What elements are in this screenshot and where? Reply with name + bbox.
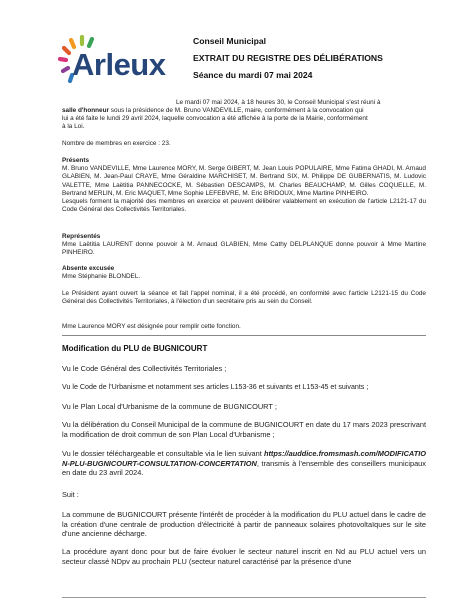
dossier-link[interactable]: https://auddice.fromsmash.com/MODIFICATION-PLU-BUGNICOURT-CONSULTATION-CONCERTATION bbox=[62, 449, 427, 468]
quorum-text: Lesquels forment la majorité des membres en exercice et peuvent délibérer valablement en exécution de l'article L2121-17 du Code Général des Collectivités Territoriales. bbox=[62, 198, 426, 214]
representes-title: Représentés bbox=[62, 233, 101, 240]
members-count: Nombre de membres en exercice : 23. bbox=[62, 140, 171, 147]
excuses-list: Mme Stéphanie BLONDEL. bbox=[62, 273, 141, 281]
opening-text: Le Président ayant ouvert la séance et fait l'appel nominal, il a été procédé, en conformité avec l'article L2121-15 du Code Général des Collectivités Territoriales, à l'élection d'un secrétaire pris au sein du Conseil. bbox=[62, 290, 426, 306]
excuses-section bbox=[62, 265, 426, 281]
vu-plu: Vu le Plan Local d'Urbanisme de la commune de BUGNICOURT ; bbox=[62, 402, 277, 411]
intro-line-4: à la Loi. bbox=[62, 123, 85, 130]
vu-dossier bbox=[62, 449, 426, 478]
paragraph-intro: La commune de BUGNICOURT présente l'intérêt de procéder à la modification du PLU actuel dans le cadre de la création d'une centrale de production d'électricité à partir de panneaux solaires photovoltaïques sur le site d'une ancienne décharge. bbox=[62, 510, 426, 539]
intro-line-2-rest: sous la présidence de M. Bruno VANDEVILLE, maire, conformément à la convocation qui bbox=[108, 107, 364, 114]
separator-line bbox=[62, 335, 426, 336]
bottom-rule bbox=[62, 597, 426, 598]
vu-urbanisme: Vu le Code de l'Urbanisme et notamment ses articles L153-36 et suivants et L153-45 et suivants ; bbox=[62, 383, 369, 391]
suit-label: Suit : bbox=[62, 490, 79, 499]
vu-deliberation: Vu la délibération du Conseil Municipal de la commune de BUGNICOURT en date du 17 mars 2023 prescrivant la modification de droit commun de son Plan Local d'Urbanisme ; bbox=[62, 420, 426, 439]
representes-section bbox=[62, 233, 426, 258]
vu-dossier-end: , transmis à l'ensemble des conseillers municipaux en date du 23 avril 2024. bbox=[62, 458, 426, 478]
logo-wordmark: Arleux bbox=[72, 47, 166, 82]
paragraph-procedure: La procédure ayant donc pour but de faire évoluer le secteur naturel inscrit en Nd au PLU actuel vers un secteur classé NDpv au prochain PLU (secteur naturel caractérisé par la présence d'une bbox=[62, 547, 426, 566]
secretary-text: Mme Laurence MORY est désignée pour remplir cette fonction. bbox=[62, 323, 241, 330]
presents-list: M. Bruno VANDEVILLE, Mme Laurence MORY, M. Serge GIBERT, M. Jean Louis POPULAIRE, Mme Fatima GHADI, M. Arnaud GLABIEN, M. Jean-Paul CRAYE, Mme Géraldine MARCHISET, M. Bertrand SIX, M. Philippe DE GUBERNATIS, M. Ludovic VALETTE, Mme Laëtitia PANNECOCKE, M. Sébastien DESCAMPS, M. Charles BEAUCHAMP, M. Gilles COQUELLE, M. Bertrand MERLIN, M. Eric MAQUET, Mme Sophie LEFEBVRE, M. Eric BRIDOUX, Mme Martine PINHEIRO. bbox=[62, 165, 426, 197]
intro-line-1: Le mardi 07 mai 2024, à 18 heures 30, le Conseil Municipal s'est réuni à bbox=[176, 99, 381, 106]
presents-section bbox=[62, 157, 426, 214]
representes-list: Mme Laëtitia LAURENT donne pouvoir à M. Arnaud GLABIEN, Mme Cathy DELPLANQUE donne pouvoir à Mme Martine PINHEIRO. bbox=[62, 241, 426, 257]
vu-dossier-start: Vu le dossier téléchargeable et consultable via le lien suivant bbox=[62, 449, 262, 458]
modification-title: Modification du PLU de BUGNICOURT bbox=[62, 344, 208, 353]
intro-line-3: lui a été faite le lundi 29 avril 2024, laquelle convocation a été affichée à la porte de la Mairie, conformément bbox=[62, 115, 368, 122]
session-date: Séance du mardi 07 mai 2024 bbox=[193, 70, 313, 80]
intro-line-2 bbox=[62, 107, 364, 115]
arleux-logo bbox=[58, 34, 170, 96]
intro-venue: salle d'honneur bbox=[62, 107, 109, 114]
excuses-title: Absente excusée bbox=[62, 265, 115, 272]
presents-title: Présents bbox=[62, 157, 89, 164]
vu-cgct: Vu le Code Général des Collectivités Territoriales ; bbox=[62, 364, 227, 373]
council-title: Conseil Municipal bbox=[193, 36, 267, 46]
register-title: EXTRAIT DU REGISTRE DES DÉLIBÉRATIONS bbox=[193, 53, 383, 63]
